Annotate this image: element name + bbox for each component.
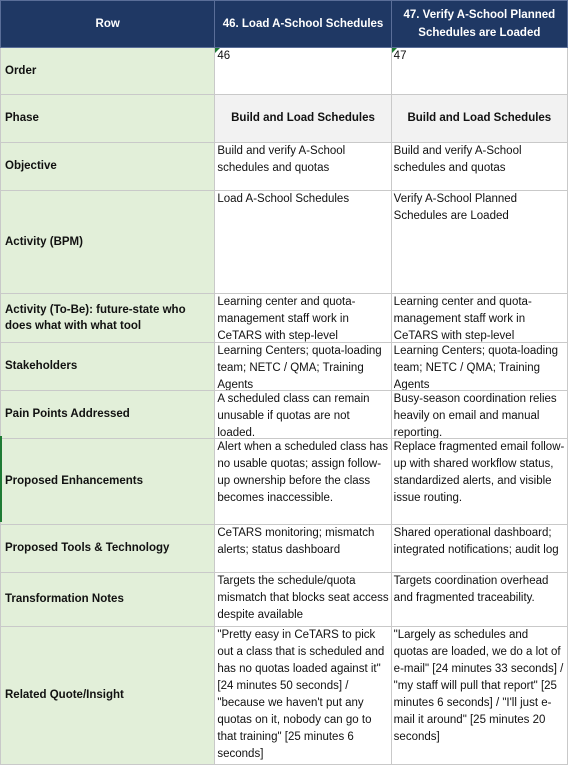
table-row (1, 391, 568, 439)
cell-phase-46[interactable]: Build and Load Schedules (215, 95, 391, 143)
cell-transformation-47[interactable]: Targets coordination overhead and fragmented traceability. (391, 573, 567, 627)
cell-text: Targets the schedule/quota mismatch that blocks seat access despite available (217, 575, 389, 621)
cell-tools-46[interactable] (215, 525, 391, 573)
cell-text: CeTARS monitoring; mismatch alerts; status dashboard (217, 527, 375, 556)
cell-order-46[interactable]: 46 (215, 48, 391, 95)
cell-text: Shared operational dashboard; integrated notifications; audit log (393, 527, 559, 556)
row-label[interactable]: Phase (1, 95, 215, 143)
cell-painpoints-47[interactable] (391, 391, 567, 439)
cell-transformation-46[interactable] (215, 573, 391, 627)
cell-activity-bpm-47[interactable]: Verify A-School Planned Schedules are Loaded (391, 191, 567, 294)
table-row (1, 191, 568, 294)
cell-text: Busy-season coordination relies heavily on email and manual reporting. (393, 393, 557, 438)
row-label[interactable]: Pain Points Addressed (1, 391, 215, 439)
row-highlight-bar (0, 436, 2, 522)
row-label[interactable]: Transformation Notes (1, 573, 215, 627)
table-row (1, 343, 568, 391)
cell-text: Learning Centers; quota-loading team; NETC / QMA; Training Agents (217, 345, 382, 390)
cell-tools-47[interactable] (391, 525, 567, 573)
row-label[interactable]: Stakeholders (1, 343, 215, 391)
cell-phase-47[interactable]: Build and Load Schedules (391, 95, 567, 143)
row-label[interactable]: Related Quote/Insight (1, 627, 215, 765)
comment-marker-icon (215, 48, 220, 53)
header-col-46[interactable]: 46. Load A-School Schedules (215, 1, 391, 48)
table-row (1, 627, 568, 765)
header-row (1, 1, 568, 48)
cell-objective-47[interactable]: Build and verify A-School schedules and quotas (391, 143, 567, 191)
cell-quote-46[interactable]: "Pretty easy in CeTARS to pick out a class that is scheduled and has no quotas loaded against it" [24 minutes 50 seconds] / "because we haven't put any quotas on it, nobody can go to that training" [25 minutes 6 seconds] (215, 627, 391, 765)
row-label[interactable]: Activity (To-Be): future-state who does what with what tool (1, 294, 215, 343)
table-row (1, 143, 568, 191)
cell-activity-tobe-46[interactable] (215, 294, 391, 343)
row-label[interactable]: Proposed Tools & Technology (1, 525, 215, 573)
table-row (1, 439, 568, 525)
cell-stakeholders-47[interactable] (391, 343, 567, 391)
table-row (1, 525, 568, 573)
cell-text: Learning Centers; quota-loading team; NETC / QMA; Training Agents (393, 345, 558, 390)
cell-objective-46[interactable]: Build and verify A-School schedules and quotas (215, 143, 391, 191)
cell-text: Learning center and quota-management staff work in CeTARS with step-level (217, 296, 356, 342)
cell-quote-47[interactable]: "Largely as schedules and quotas are loaded, we do a lot of e-mail" [24 minutes 33 seconds] / "my staff will pull that report" [25 minutes 6 seconds] / "I'll just e-mail it around" [25 minutes 20 seconds] (391, 627, 567, 765)
cell-text: Learning center and quota-management staff work in CeTARS with step-level (393, 296, 532, 342)
row-label[interactable]: Proposed Enhancements (1, 439, 215, 525)
cell-painpoints-46[interactable] (215, 391, 391, 439)
cell-stakeholders-46[interactable] (215, 343, 391, 391)
cell-text: A scheduled class can remain unusable if quotas are not loaded. (217, 393, 370, 438)
cell-enhancements-46[interactable]: Alert when a scheduled class has no usable quotas; assign follow-up ownership before the class becomes inaccessible. (215, 439, 391, 525)
cell-enhancements-47[interactable]: Replace fragmented email follow-up with shared workflow status, standardized alerts, and visible issue routing. (391, 439, 567, 525)
header-row-label[interactable]: Row (1, 1, 215, 48)
row-label[interactable]: Order (1, 48, 215, 95)
header-col-47[interactable]: 47. Verify A-School Planned Schedules are Loaded (391, 1, 567, 48)
cell-order-47[interactable]: 47 (391, 48, 567, 95)
row-label[interactable]: Activity (BPM) (1, 191, 215, 294)
table-row (1, 48, 568, 95)
cell-activity-bpm-46[interactable]: Load A-School Schedules (215, 191, 391, 294)
table-row (1, 294, 568, 343)
comment-marker-icon (392, 48, 397, 53)
cell-activity-tobe-47[interactable] (391, 294, 567, 343)
row-label[interactable]: Objective (1, 143, 215, 191)
table-row (1, 573, 568, 627)
table-row (1, 95, 568, 143)
